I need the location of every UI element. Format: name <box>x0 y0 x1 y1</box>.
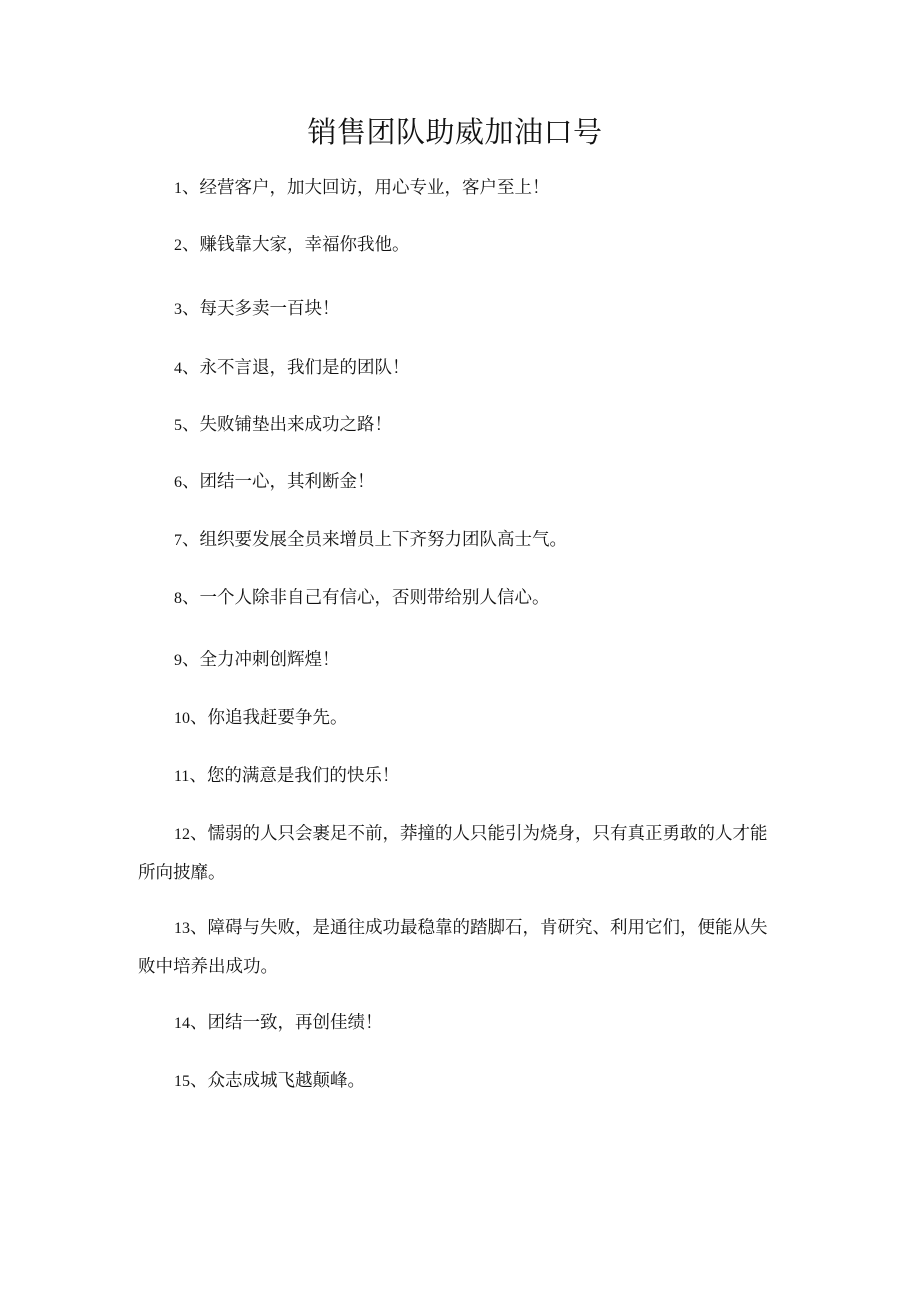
slogan-number: 7 <box>174 532 182 549</box>
slogan-item-1 <box>138 169 773 208</box>
slogan-item-3 <box>138 290 773 329</box>
slogan-text: 、你追我赶要争先。 <box>190 708 348 728</box>
slogan-item-13 <box>138 909 773 986</box>
slogan-text: 、团结一心，其利断金！ <box>182 472 375 492</box>
slogan-item-5 <box>138 406 773 445</box>
slogan-number: 1 <box>174 180 182 197</box>
slogan-item-15 <box>138 1062 773 1101</box>
document-title: 销售团队助威加油口号 <box>307 115 603 149</box>
slogan-number: 13 <box>174 920 190 937</box>
slogan-item-10 <box>138 699 773 738</box>
slogan-text: 、全力冲刺创辉煌！ <box>182 650 340 670</box>
slogan-item-9 <box>138 641 773 680</box>
slogan-item-14 <box>138 1004 773 1043</box>
slogan-item-4 <box>138 349 773 388</box>
slogan-number: 11 <box>174 768 190 785</box>
slogan-text: 、永不言退，我们是的团队！ <box>182 358 410 378</box>
slogan-item-11 <box>138 757 773 796</box>
slogan-item-2 <box>138 226 773 265</box>
slogan-text: 、众志成城飞越颠峰。 <box>190 1071 365 1091</box>
slogan-text: 、懦弱的人只会裹足不前，莽撞的人只能引为烧身，只有真正勇敢的人才能所向披靡。 <box>138 824 768 883</box>
slogan-number: 10 <box>174 710 190 727</box>
slogan-text: 、经营客户，加大回访，用心专业，客户至上！ <box>182 178 550 198</box>
slogan-item-7 <box>138 521 773 560</box>
slogan-number: 3 <box>174 301 182 318</box>
slogan-number: 4 <box>174 360 182 377</box>
slogan-text: 、团结一致，再创佳绩！ <box>190 1013 383 1033</box>
slogan-number: 2 <box>174 237 182 254</box>
slogan-number: 8 <box>174 590 182 607</box>
slogan-item-12 <box>138 815 773 892</box>
slogan-text: 、每天多卖一百块！ <box>182 299 340 319</box>
slogan-number: 9 <box>174 652 182 669</box>
slogan-text: 、您的满意是我们的快乐！ <box>189 766 400 786</box>
slogan-text: 、一个人除非自己有信心，否则带给别人信心。 <box>182 588 550 608</box>
slogan-item-8 <box>138 579 773 618</box>
slogan-number: 14 <box>174 1015 190 1032</box>
slogan-text: 、障碍与失败，是通往成功最稳靠的踏脚石，肯研究、利用它们，便能从失败中培养出成功。 <box>138 918 768 977</box>
slogan-number: 15 <box>174 1073 190 1090</box>
slogan-text: 、失败铺垫出来成功之路！ <box>182 415 392 435</box>
slogan-text: 、组织要发展全员来增员上下齐努力团队高士气。 <box>182 530 567 550</box>
slogan-number: 6 <box>174 474 182 491</box>
slogan-number: 5 <box>174 417 182 434</box>
slogan-text: 、赚钱靠大家，幸福你我他。 <box>182 235 410 255</box>
slogan-number: 12 <box>174 826 190 843</box>
slogan-item-6 <box>138 463 773 502</box>
